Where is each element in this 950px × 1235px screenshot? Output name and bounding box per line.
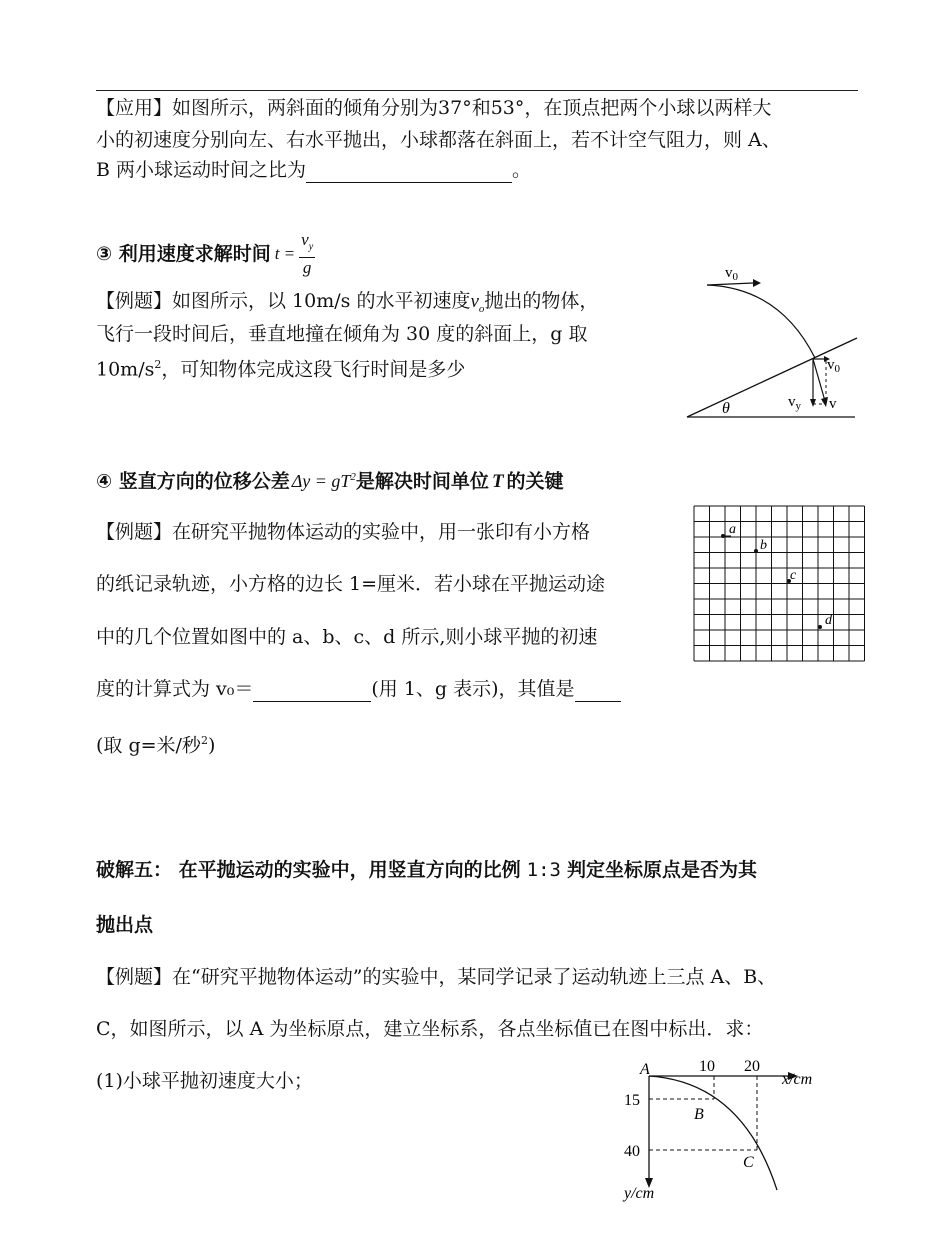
origin-label: A [640,1061,650,1078]
x-axis-label: x/cm [782,1071,813,1088]
formula-t: t = [274,244,296,263]
example3-label: 【例题】 [96,966,173,988]
answer-blank-2[interactable] [253,681,371,702]
svg-text:c: c [790,568,797,583]
theta-label: θ [722,400,730,417]
point-b-label: B [694,1106,704,1123]
svg-text:a: a [729,522,736,537]
svg-text:d: d [825,613,832,628]
example2-line-5: (取 g=米/秒$^2$) [96,734,216,757]
v-label: v [829,396,837,412]
y-tick-40: 40 [624,1143,640,1160]
example2-line-2: 的纸记录轨迹，小方格的边长 1=厘米．若小球在平抛运动途 [96,573,606,595]
example3-line-2: C，如图所示，以 A 为坐标原点，建立坐标系，各点坐标值已在图中标出．求： [96,1018,764,1040]
section-4-heading: ④ 竖直方向的位移公差 $\Delta y = gT^2$是解决时间单位 T 的关键 [96,470,564,493]
example1-line-2: 飞行一段时间后，垂直地撞在倾角为 30 度的斜面上，g 取 [96,323,588,345]
v0-top-arrow [707,283,753,285]
ratio-value: 1:3 [526,859,561,881]
example3-question-1: (1)小球平抛初速度大小； [96,1070,313,1092]
y-tick-15: 15 [624,1092,640,1109]
point-a [721,522,736,538]
v0-top-arrowhead [753,279,761,287]
answer-blank-1[interactable] [306,162,512,183]
trajectory-curve [707,285,815,358]
v0-side-label: $v_0$ [827,357,840,375]
example2-line-3: 中的几个位置如图中的 a、b、c、d 所示,则小球平抛的初速 [96,626,598,648]
vy-label: $v_y$ [788,394,801,412]
example1-label: 【例题】 [96,290,173,312]
v-resultant-arrowhead [821,397,828,407]
y-axis-label: y/cm [624,1185,655,1202]
point-c-label: C [743,1154,754,1171]
application-line-3: B 两小球运动时间之比为 。 [96,159,532,181]
application-label: 【应用】 [96,97,173,119]
figure-coordinate-plot [612,1052,857,1207]
example2-line-4: 度的计算式为 v₀＝ (用 1、g 表示)，其值是 [96,676,621,702]
answer-blank-3[interactable] [575,681,621,702]
trajectory-curve [649,1076,777,1190]
section-5-heading: 破解五： 在平抛运动的实验中，用竖直方向的比例 1:3 判定坐标原点是否为其 [96,859,757,881]
point-c [787,568,797,583]
figure-grid-trajectory [693,505,868,663]
point-d [818,613,833,629]
application-line-2: 小的初速度分别向左、右水平抛出，小球都落在斜面上，若不计空气阻力，则 A、 [96,129,781,151]
v-resultant-arrow [813,359,825,401]
section-5-heading-line-2: 抛出点 [96,914,154,936]
v0-top-label: $v_0$ [725,265,738,283]
formula-delta-y: Δy = gT [291,471,351,492]
example3-line-1: 【例题】在“研究平抛物体运动”的实验中，某同学记录了运动轨迹上三点 A、B、 [96,966,777,988]
example1-line-3: $10m/s^2$，可知物体完成这段飞行时间是多少 [96,358,466,381]
example1-line-1: 【例题】如图所示，以 10m/s 的水平初速度$v_o$抛出的物体， [96,290,599,315]
example2-label: 【例题】 [96,521,173,543]
example2-line-1: 【例题】在研究平抛物体运动的实验中，用一张印有小方格 [96,521,591,543]
svg-text:b: b [760,538,767,553]
grid-lines [694,506,865,661]
vy-arrowhead [810,399,816,407]
section-3-heading: ③ 利用速度求解时间 t = $\frac{v_y}{g}$ [96,229,314,278]
x-tick-10: 10 [699,1058,715,1075]
application-line-1: 【应用】如图所示，两斜面的倾角分别为37°和53°，在顶点把两个小球以两样大 [96,97,772,119]
top-rule [96,90,858,91]
formula-fraction: $\frac{v_y}{g}$ [301,229,314,278]
figure-incline-projectile [685,258,860,423]
x-tick-20: 20 [744,1058,760,1075]
